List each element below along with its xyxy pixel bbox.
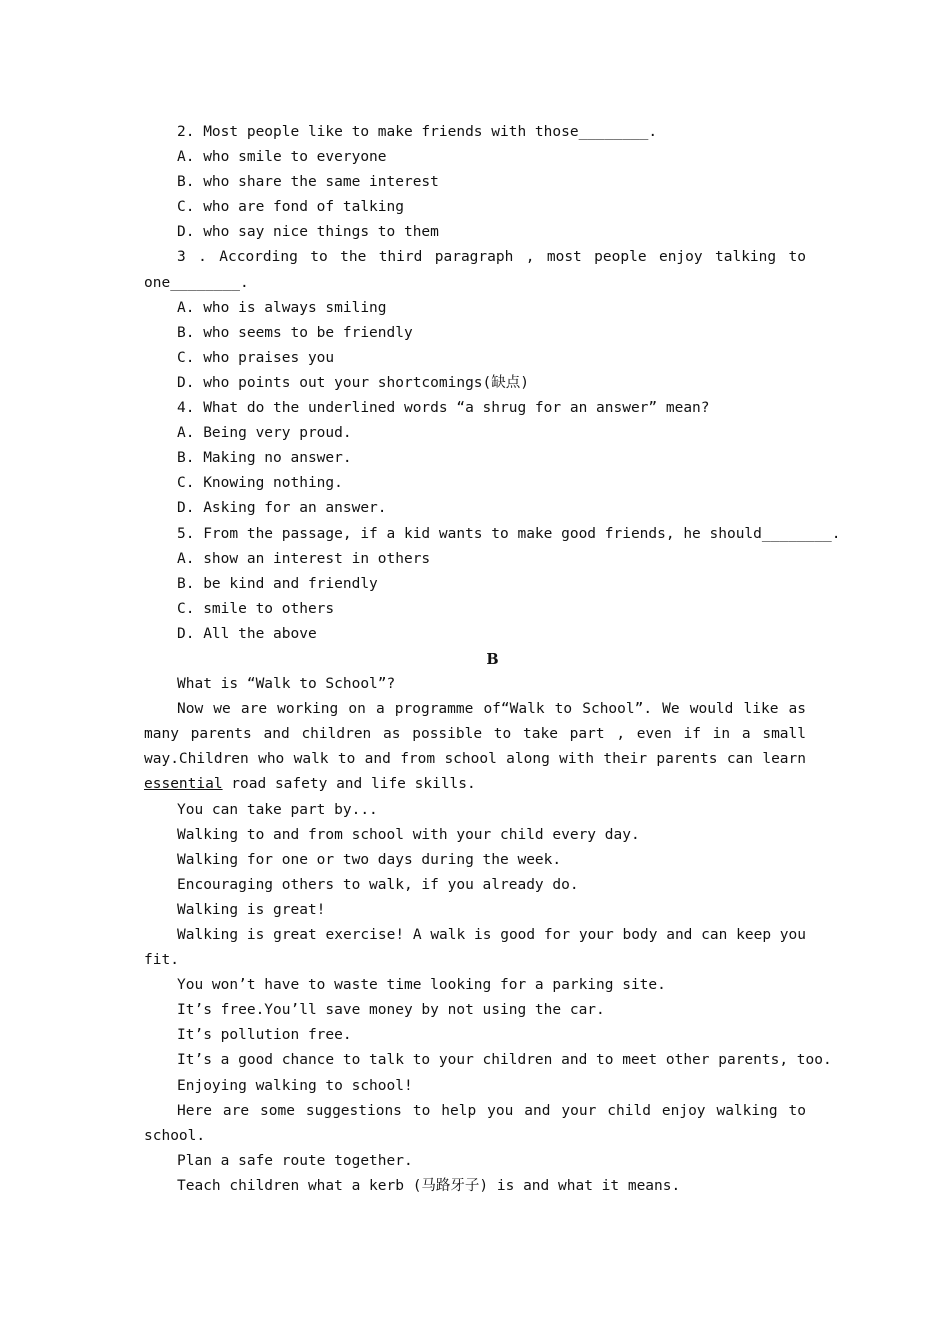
passage-title: What is “Walk to School”? [177, 676, 396, 693]
question-4-option-d: D. Asking for an answer. [177, 500, 387, 517]
question-2-option-c: C. who are fond of talking [177, 199, 404, 216]
benefit-5: It’s a good chance to talk to your children and to meet other parents, too. [177, 1052, 832, 1069]
question-3-option-d: D. who points out your shortcomings(缺点) [177, 374, 530, 391]
suggestion-2: Teach children what a kerb (马路牙子) is and what it means. [177, 1177, 681, 1194]
question-5-option-c: C. smile to others [177, 600, 335, 617]
question-2-stem: 2. Most people like to make friends with those________. [177, 124, 658, 140]
intro-line-3: way.Children who walk to and from school along with their parents can learn [144, 751, 806, 768]
take-part-item-1: Walking to and from school with your child every day. [177, 826, 640, 843]
question-3-stem-line-1: 3 . According to the third paragraph , most people enjoy talking to [177, 249, 806, 266]
question-4-option-a: A. Being very proud. [177, 425, 352, 442]
take-part-item-3: Encouraging others to walk, if you already do. [177, 876, 579, 893]
underlined-word-essential: essential [144, 776, 223, 793]
benefit-3: It’s free.You’ll save money by not using the car. [177, 1002, 605, 1019]
intro-line-1: Now we are working on a programme of“Walk to School”. We would like as [177, 701, 806, 718]
question-4-option-c: C. Knowing nothing. [177, 475, 343, 492]
benefit-2: You won’t have to waste time looking for a parking site. [177, 977, 666, 994]
suggestions-intro-line-1: Here are some suggestions to help you and your child enjoy walking to [177, 1102, 806, 1119]
question-2-option-a: A. who smile to everyone [177, 149, 387, 166]
question-3-stem-line-2: one________. [144, 274, 249, 291]
intro-line-4-rest: road safety and life skills. [222, 776, 476, 793]
question-4-option-b: B. Making no answer. [177, 450, 352, 467]
benefit-1-line-1: Walking is great exercise! A walk is good for your body and can keep you [177, 927, 806, 943]
intro-line-2: many parents and children as possible to take part , even if in a small [144, 726, 806, 743]
section-b-heading: B [486, 650, 499, 668]
question-3-option-a: A. who is always smiling [177, 299, 387, 316]
question-2-option-d: D. who say nice things to them [177, 224, 439, 241]
intro-line-4 [144, 772, 806, 797]
document-page [144, 120, 841, 1199]
benefit-1-line-2: fit. [144, 952, 179, 969]
walking-great-heading: Walking is great! [177, 901, 326, 918]
suggestion-1: Plan a safe route together. [177, 1152, 413, 1169]
question-5-stem: 5. From the passage, if a kid wants to make good friends, he should________. [177, 525, 841, 542]
take-part-item-2: Walking for one or two days during the week. [177, 851, 562, 868]
enjoying-heading: Enjoying walking to school! [177, 1077, 413, 1094]
question-2-option-b: B. who share the same interest [177, 174, 439, 191]
question-5-option-d: D. All the above [177, 625, 317, 642]
take-part-heading: You can take part by... [177, 801, 378, 818]
question-3-option-b: B. who seems to be friendly [177, 324, 413, 341]
benefit-4: It’s pollution free. [177, 1027, 352, 1044]
question-3-option-c: C. who praises you [177, 349, 335, 366]
question-5-option-b: B. be kind and friendly [177, 575, 378, 592]
question-4-stem: 4. What do the underlined words “a shrug for an answer” mean? [177, 400, 710, 417]
question-5-option-a: A. show an interest in others [177, 550, 431, 567]
suggestions-intro-line-2: school. [144, 1127, 206, 1144]
